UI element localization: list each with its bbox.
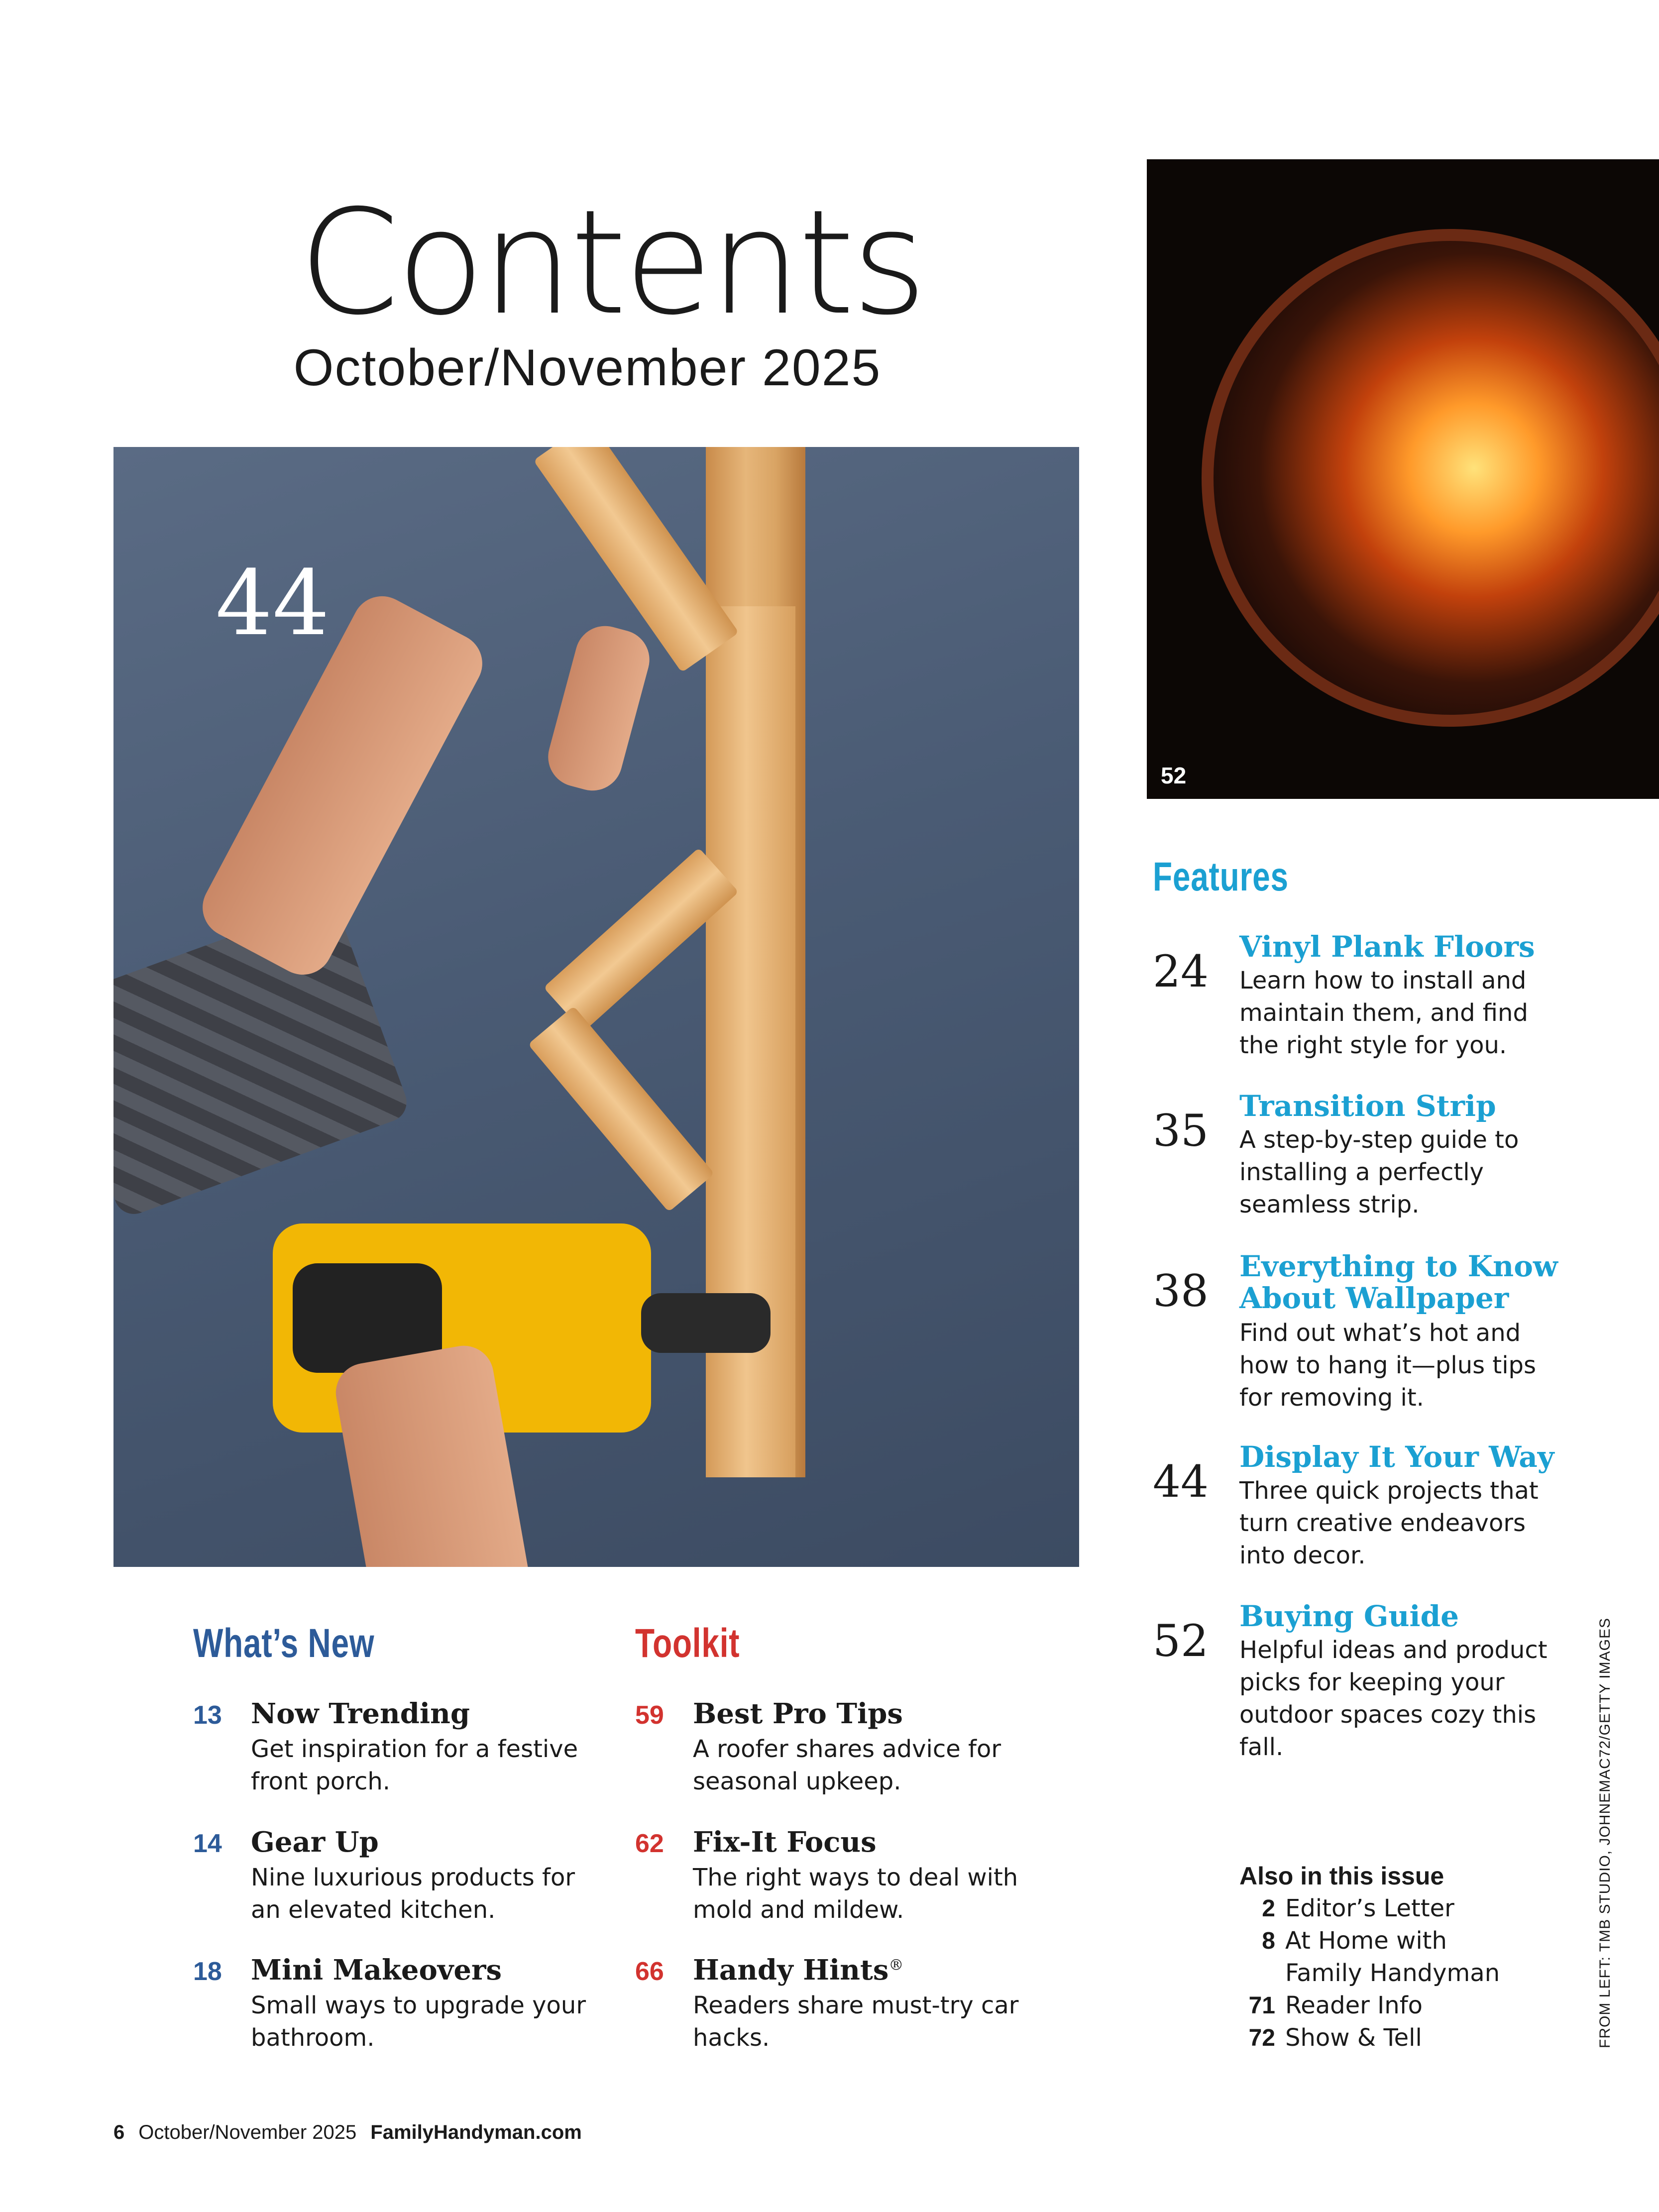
item-description: A roofer shares advice for seasonal upkeep. — [693, 1735, 1001, 1795]
fire-pit — [1202, 229, 1659, 727]
item-title[interactable]: Now Trending — [251, 1697, 470, 1730]
toolkit-heading: Toolkit — [635, 1621, 740, 1666]
item-page: 66 — [635, 1957, 664, 1986]
feature-title[interactable]: Everything to Know About Wallpaper — [1239, 1249, 1558, 1315]
item-description: Small ways to upgrade your bathroom. — [251, 1991, 586, 2052]
photo-page-number: 44 — [216, 552, 330, 656]
item-description: Nine luxurious products for an elevated kitchen. — [251, 1864, 575, 1924]
also-label[interactable]: Reader Info — [1285, 1991, 1423, 2019]
item-page: 62 — [635, 1829, 664, 1858]
also-item[interactable] — [1239, 1925, 1558, 1990]
also-heading: Also in this issue — [1239, 1862, 1444, 1890]
feature-page: 52 — [1153, 1615, 1209, 1666]
item-title[interactable]: Best Pro Tips — [693, 1697, 903, 1730]
also-page: 71 — [1248, 1992, 1275, 2019]
rack-peg — [528, 1006, 715, 1212]
page-footer — [113, 2121, 582, 2144]
item-page: 14 — [193, 1829, 222, 1858]
whats-new-heading: What’s New — [193, 1621, 375, 1666]
footer-page-number: 6 — [113, 2121, 125, 2143]
item-page: 59 — [635, 1701, 664, 1730]
also-label[interactable]: At Home with Family Handyman — [1285, 1927, 1500, 1987]
also-item[interactable] — [1239, 1990, 1558, 2022]
registered-mark: ® — [888, 1956, 904, 1974]
photo-page-number: 52 — [1161, 763, 1187, 788]
also-item[interactable] — [1239, 1892, 1558, 1925]
item-description: Get inspiration for a festive front porch. — [251, 1735, 578, 1795]
item-title-text: Handy Hints — [693, 1954, 889, 1987]
feature-page: 35 — [1153, 1105, 1209, 1156]
fire-pit-photo[interactable] — [1147, 159, 1659, 799]
item-title[interactable]: Gear Up — [251, 1826, 379, 1859]
feature-page: 38 — [1153, 1265, 1209, 1317]
feature-page: 44 — [1153, 1456, 1209, 1507]
drill-chuck — [641, 1293, 771, 1353]
item-title[interactable]: Mini Makeovers — [251, 1954, 502, 1987]
also-page: 72 — [1248, 2025, 1275, 2051]
item-page: 18 — [193, 1957, 222, 1986]
issue-date: October/November 2025 — [293, 339, 882, 397]
feature-title[interactable]: Transition Strip — [1239, 1089, 1496, 1123]
main-photo-wall-rack[interactable] — [113, 447, 1079, 1567]
upper-hand-fingers — [542, 619, 656, 797]
feature-title[interactable]: Display It Your Way — [1239, 1440, 1554, 1474]
feature-description: Find out what’s hot and how to hang it—plus tips for removing it. — [1239, 1319, 1537, 1412]
feature-description: Learn how to install and maintain them, and find the right style for you. — [1239, 967, 1528, 1059]
item-title[interactable] — [693, 1954, 903, 1987]
item-description: Readers share must-try car hacks. — [693, 1991, 1019, 2052]
feature-title[interactable]: Buying Guide — [1239, 1599, 1459, 1633]
feature-description: Three quick projects that turn creative endeavors into decor. — [1239, 1477, 1539, 1569]
also-item[interactable] — [1239, 2022, 1558, 2054]
item-title[interactable]: Fix-It Focus — [693, 1826, 877, 1859]
also-in-issue — [1239, 1862, 1558, 2054]
feature-description: A step-by-step guide to installing a perfectly seamless strip. — [1239, 1126, 1519, 1218]
feature-description: Helpful ideas and product picks for keeping your outdoor spaces cozy this fall. — [1239, 1636, 1548, 1761]
photo-credit: FROM LEFT: TMB STUDIO, JOHNEMAC72/GETTY IMAGES — [1597, 1618, 1613, 2048]
item-description: The right ways to deal with mold and mildew. — [693, 1864, 1018, 1924]
also-page: 2 — [1262, 1895, 1275, 1922]
feature-title[interactable]: Vinyl Plank Floors — [1239, 930, 1535, 964]
footer-issue: October/November 2025 — [138, 2121, 357, 2143]
features-heading: Features — [1153, 854, 1289, 899]
feature-page: 24 — [1153, 946, 1209, 997]
also-label[interactable]: Show & Tell — [1285, 2024, 1422, 2052]
footer-site-link[interactable]: FamilyHandyman.com — [370, 2121, 582, 2143]
item-page: 13 — [193, 1701, 222, 1730]
page-title: Contents — [299, 179, 924, 347]
also-page: 8 — [1262, 1928, 1275, 1954]
also-label[interactable]: Editor’s Letter — [1285, 1894, 1454, 1922]
